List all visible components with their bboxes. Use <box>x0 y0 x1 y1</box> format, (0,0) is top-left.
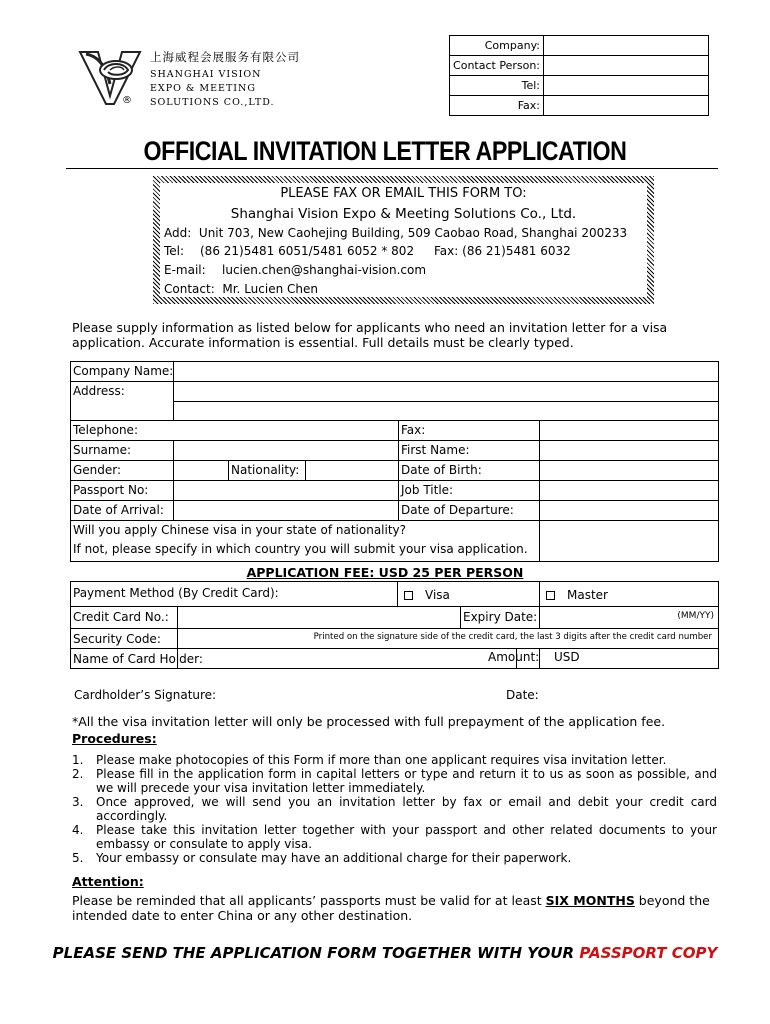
address-input-line-1[interactable] <box>173 381 719 402</box>
company-name-label: Company Name: <box>70 361 174 382</box>
procedure-text: Please make photocopies of this Form if more than one applicant requires visa invitation letter. <box>96 753 667 767</box>
contact-value: Mr. Lucien Chen <box>222 282 318 296</box>
amount-input[interactable] <box>539 648 719 669</box>
fax-input[interactable] <box>539 420 719 441</box>
fax-contact-line <box>164 282 318 296</box>
payment-method-label: Payment Method (By Credit Card): <box>70 581 398 607</box>
arrival-input[interactable] <box>173 500 399 521</box>
company-name-line-1: SHANGHAI VISION <box>150 69 262 80</box>
job-title-input[interactable] <box>539 480 719 501</box>
security-code-hint: Printed on the signature side of the credit card, the last 3 digits after the credit card number <box>313 632 712 642</box>
visa-question-line-1: Will you apply Chinese visa in your state of nationality? <box>73 523 407 537</box>
contact-label: Contact: <box>164 282 215 296</box>
departure-input[interactable] <box>539 500 719 521</box>
visa-checkbox[interactable] <box>404 591 413 600</box>
card-holder-label: Name of Card Holder: <box>70 648 178 669</box>
company-field[interactable] <box>544 36 709 56</box>
fax-address-line <box>164 226 627 240</box>
sender-contact-table <box>449 35 709 116</box>
company-name-block <box>150 50 300 110</box>
final-instruction-text: PLEASE SEND THE APPLICATION FORM TOGETHER WITH YOUR <box>52 944 580 962</box>
expiry-format-hint: (MM/YY) <box>677 611 714 621</box>
procedure-item <box>72 823 717 851</box>
master-checkbox[interactable] <box>546 591 555 600</box>
attention-text <box>72 893 712 923</box>
company-name-input[interactable] <box>173 361 719 382</box>
first-name-input[interactable] <box>539 440 719 461</box>
procedure-item <box>72 851 717 865</box>
gender-input[interactable] <box>173 460 229 481</box>
fax-label: Fax: <box>398 420 540 441</box>
security-code-input[interactable] <box>177 628 719 649</box>
procedures-list <box>72 753 717 865</box>
nationality-input[interactable] <box>305 460 399 481</box>
date-of-birth-label: Date of Birth: <box>398 460 540 481</box>
gender-label: Gender: <box>70 460 174 481</box>
telephone-label: Telephone: <box>70 420 399 441</box>
fax-email-line <box>164 263 426 277</box>
fax-label: Fax: <box>434 244 459 258</box>
procedure-text: Please take this invitation letter together with your passport and other related documents to your embassy or consulate to apply visa. <box>96 823 717 851</box>
final-instruction <box>0 944 770 962</box>
master-label: Master <box>567 588 608 602</box>
tel-label: Tel: <box>164 244 185 258</box>
credit-card-input[interactable] <box>177 606 461 629</box>
visa-option[interactable] <box>397 581 540 607</box>
amount-currency: USD <box>554 650 580 664</box>
expiry-input[interactable] <box>539 606 719 629</box>
procedure-number: 3. <box>72 795 84 809</box>
registered-mark: ® <box>122 95 132 106</box>
security-code-label: Security Code: <box>70 628 178 649</box>
procedure-number: 4. <box>72 823 84 837</box>
master-option[interactable] <box>539 581 719 607</box>
passport-input[interactable] <box>173 480 399 501</box>
amount-label: Amount: <box>488 650 540 664</box>
fax-label: Fax: <box>450 96 544 116</box>
credit-card-label: Credit Card No.: <box>70 606 178 629</box>
card-holder-input[interactable] <box>177 648 517 669</box>
visa-question-line-2: If not, please specify in which country you will submit your visa application. <box>73 542 528 556</box>
fax-field[interactable] <box>544 96 709 116</box>
company-logo <box>76 44 144 106</box>
email-link[interactable]: lucien.chen@shanghai-vision.com <box>222 263 427 277</box>
company-name-line-3: SOLUTIONS CO.,LTD. <box>150 97 275 108</box>
nationality-label: Nationality: <box>228 460 306 481</box>
visa-label: Visa <box>425 588 450 602</box>
six-months-emphasis: SIX MONTHS <box>545 893 635 908</box>
company-name-line-2: EXPO & MEETING <box>150 83 256 94</box>
title-divider <box>66 168 718 169</box>
date-of-birth-input[interactable] <box>539 460 719 481</box>
surname-input[interactable] <box>173 440 399 461</box>
procedure-text: Once approved, we will send you an invitation letter by fax or email and debit your credit card accordingly. <box>96 795 717 823</box>
company-label: Company: <box>450 36 544 56</box>
signature-label: Cardholder’s Signature: <box>74 688 217 702</box>
visa-question <box>70 520 540 562</box>
tel-value: (86 21)5481 6051/5481 6052 * 802 <box>200 244 415 258</box>
procedures-title: Procedures: <box>72 731 157 746</box>
application-fee-title: APPLICATION FEE: USD 25 PER PERSON <box>246 565 524 580</box>
first-name-label: First Name: <box>398 440 540 461</box>
address-value: Unit 703, New Caohejing Building, 509 Caobao Road, Shanghai 200233 <box>198 226 628 240</box>
fax-heading: PLEASE FAX OR EMAIL THIS FORM TO: <box>280 186 527 201</box>
departure-label: Date of Departure: <box>398 500 540 521</box>
company-name-chinese: 上海威程会展服务有限公司 <box>150 50 300 64</box>
contact-person-field[interactable] <box>544 56 709 76</box>
procedure-item <box>72 753 717 767</box>
visa-country-input[interactable] <box>539 520 719 562</box>
fax-company: Shanghai Vision Expo & Meeting Solutions Co., Ltd. <box>230 206 577 222</box>
tel-field[interactable] <box>544 76 709 96</box>
attention-text-end: beyond the intended date to enter China or any other destination. <box>72 893 710 923</box>
arrival-label: Date of Arrival: <box>70 500 174 521</box>
procedure-number: 1. <box>72 753 84 767</box>
job-title-label: Job Title: <box>398 480 540 501</box>
date-label: Date: <box>506 688 539 702</box>
procedure-text: Please fill in the application form in capital letters or type and return it to us as soon as possible, and we will precede your visa invitation letter immediately. <box>96 767 717 795</box>
address-label: Address: <box>70 381 174 421</box>
fax-value: (86 21)5481 6032 <box>462 244 571 258</box>
email-label: E-mail: <box>164 263 206 277</box>
procedure-item <box>72 767 717 795</box>
fax-tel-line <box>164 244 571 258</box>
surname-label: Surname: <box>70 440 174 461</box>
contact-person-label: Contact Person: <box>450 56 544 76</box>
add-label: Add: <box>164 226 192 240</box>
address-input-line-2[interactable] <box>173 401 719 421</box>
procedure-text: Your embassy or consulate may have an additional charge for their paperwork. <box>96 851 572 865</box>
procedure-number: 5. <box>72 851 84 865</box>
attention-text-start: Please be reminded that all applicants’ passports must be valid for at least <box>72 893 546 908</box>
attention-title: Attention: <box>72 874 144 889</box>
prepayment-note: *All the visa invitation letter will only be processed with full prepayment of the application fee. <box>72 714 666 729</box>
tel-label: Tel: <box>450 76 544 96</box>
passport-copy-highlight: PASSPORT COPY <box>579 944 718 962</box>
expiry-label: Expiry Date: <box>460 606 540 629</box>
intro-text: Please supply information as listed below for applicants who need an invitation letter for a visa application. Accurate information is essential. Full details must be clearly typed. <box>72 320 668 350</box>
page-title: OFFICIAL INVITATION LETTER APPLICATION <box>143 136 627 166</box>
passport-label: Passport No: <box>70 480 174 501</box>
procedure-item <box>72 795 717 823</box>
procedure-number: 2. <box>72 767 84 781</box>
